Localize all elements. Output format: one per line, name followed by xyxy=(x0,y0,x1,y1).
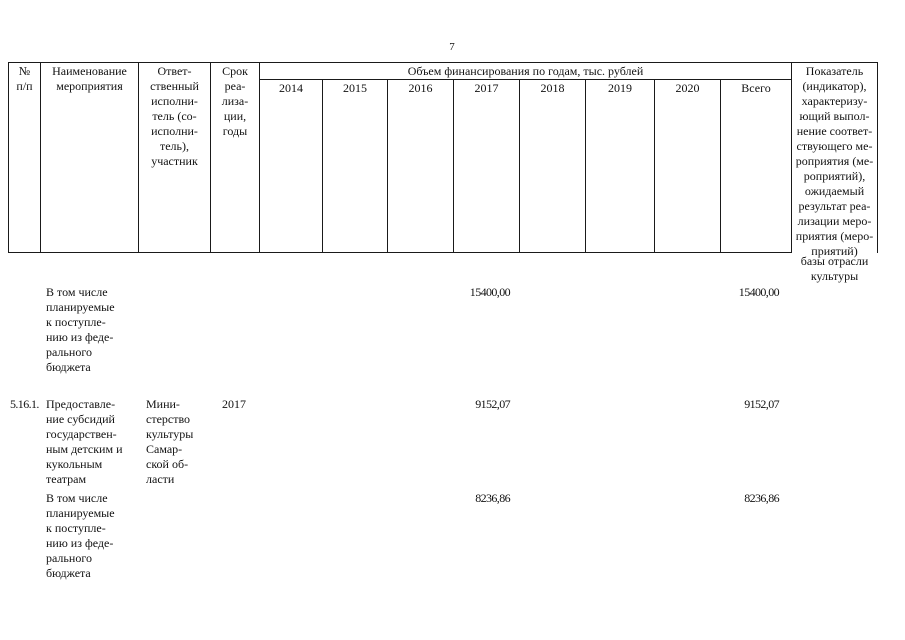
row-name: В том числе планируемые к поступле- нию из феде- рального бюджета xyxy=(46,491,115,580)
row-value-total: 9152,07 xyxy=(744,397,779,411)
header-term: Срок реа- лиза- ции, годы xyxy=(221,64,249,138)
row-value-2017: 9152,07 xyxy=(475,397,510,411)
row-value-2017: 15400,00 xyxy=(469,285,510,299)
page-number: 7 xyxy=(449,41,455,53)
header-year-2014: 2014 xyxy=(279,81,303,95)
row-value-total: 8236,86 xyxy=(744,491,779,505)
header-year-2016: 2016 xyxy=(408,81,433,95)
header-executor: Ответ- ственный исполни- тель (со- исполни- тель), участник xyxy=(150,64,199,168)
header-name: Наименование мероприятия xyxy=(52,64,127,93)
row-name: Предоставле- ние субсидий государствен- ным детским и кукольным театрам xyxy=(46,397,123,486)
header-indicator: Показатель (индикатор), характеризу- ющий выпол- нение соответ- ствующего ме- роприятия (ме- роприятий), ожидаемый результат реа- лизации меро- приятия (меро- приятий) xyxy=(795,64,874,258)
header-year-2017: 2017 xyxy=(474,81,499,95)
row-value-total: 15400,00 xyxy=(738,285,779,299)
header-year-2019: 2019 xyxy=(608,81,632,95)
row-value-2017: 8236,86 xyxy=(475,491,510,505)
header-year-2020: 2020 xyxy=(675,81,700,95)
indicator-continuation: базы отрасли культуры xyxy=(800,254,869,283)
header-total: Всего xyxy=(741,81,771,95)
header-number: № п/п xyxy=(16,64,33,93)
header-funding-title: Объем финансирования по годам, тыс. рублей xyxy=(407,64,644,78)
row-term: 2017 xyxy=(222,397,246,411)
row-number: 5.16.1. xyxy=(10,397,39,411)
row-name: В том числе планируемые к поступле- нию из феде- рального бюджета xyxy=(46,285,115,374)
header-year-2015: 2015 xyxy=(343,81,367,95)
header-year-2018: 2018 xyxy=(540,81,565,95)
row-executor: Мини- стерство культуры Самар- ской об- ласти xyxy=(146,397,194,486)
